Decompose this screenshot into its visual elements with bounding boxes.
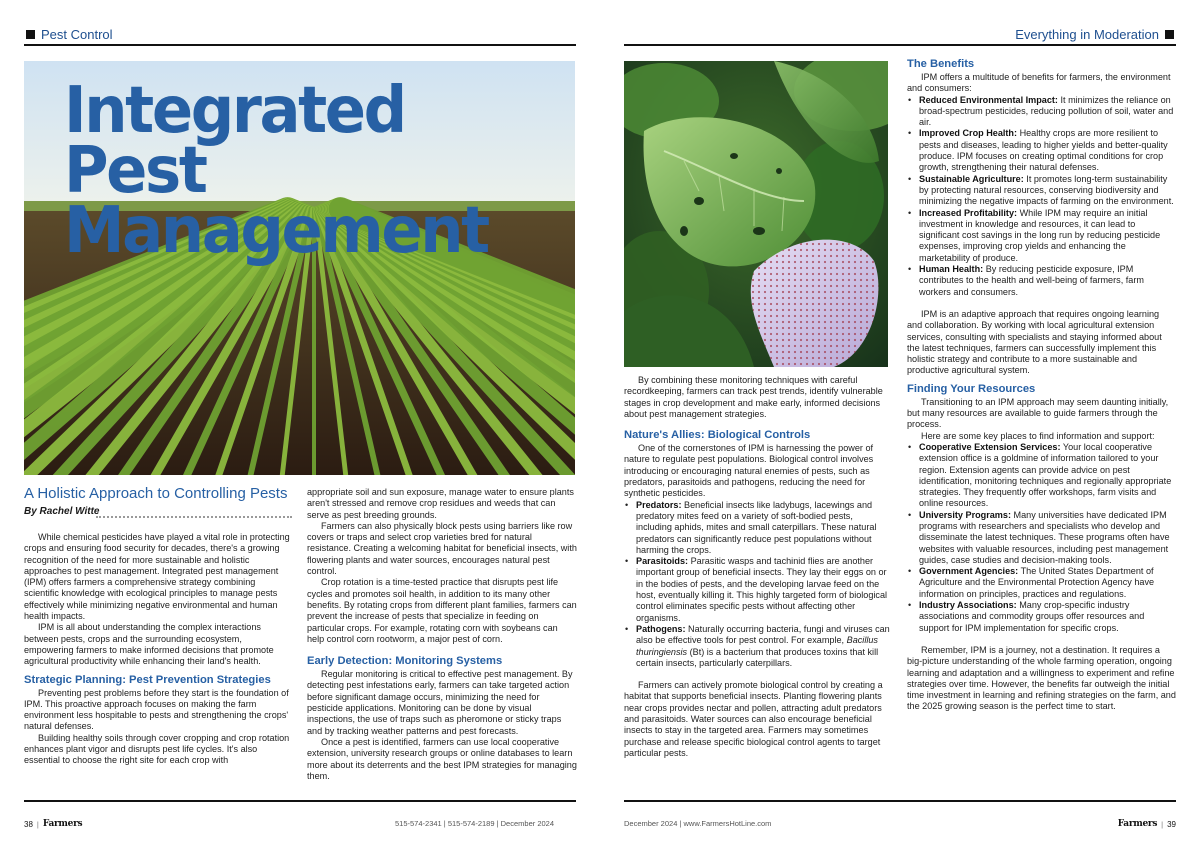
list-item: • Cooperative Extension Services: Your local cooperative extension office is a goldmine of information tailored to your region. Extension agents can provide advice on pest identification, monitoring techniques and regionally appropriate strategies. They frequently offer workshops, farm visits and online resources. [907, 442, 1176, 510]
list-item: • Industry Associations: Many crop-specific industry associations and commodity groups offer resources and support for IPM implementation for specific crops. [907, 600, 1176, 634]
footer-left-info [395, 819, 554, 828]
paragraph: appropriate soil and sun exposure, manage water to ensure plants aren't stressed and remove crop residues and weeds that can serve as pest breeding grounds. [307, 487, 574, 520]
list-item: • Reduced Environmental Impact: It minimizes the reliance on broad-spectrum pesticides, reducing pollution of soil, water and air. [907, 95, 1176, 129]
section-heading-resources: Finding Your Resources [907, 382, 1036, 395]
paragraph: Crop rotation is a time-tested practice that disrupts pest life cycles and promotes soil health, in addition to its many other benefits. By rotating crops from different plant families, farmers can prevent the increase of pests that specialize in feeding on particular crops. For example, rotating corn with soybeans can help control corn rootworm, a major pest of corn. [307, 577, 577, 644]
paragraph: By combining these monitoring techniques with careful recordkeeping, farmers can track pest trends, identify vulnerable stages in crop development and make early, informed decisions about pest management strategies. [624, 375, 883, 419]
column-1 [24, 532, 292, 767]
section-label-left: Pest Control [41, 27, 113, 42]
paragraph: Farmers can actively promote biological control by creating a habitat that supports beneficial insects. Planting flowering plants near crops provides nectar and pollen, attracting adult predators and parasitoids. Water sources can also encourage beneficial insects to stay in the targeted area. Farmers may sometimes purchase and release specific biological control agents to target particular pests. [624, 680, 883, 758]
page-number-left: 38 [24, 819, 33, 829]
paragraph: While chemical pesticides have played a vital role in protecting crops and ensuring food security for decades, there's a growing recognition of the need for more sustainable and holistic approaches to pest management. Integrated pest management (IPM) offers farmers a comprehensive strategy combining scientific knowledge with ecological principles to manage pests effectively while minimizing negative environmental and human health impacts. [24, 532, 290, 622]
leaf-with-glove-illustration [624, 61, 888, 367]
paragraph: Farmers can also physically block pests using barriers like row covers or traps and select crop varieties bred for natural resistance. Creating a welcoming habitat for beneficial insects, with flowering plants and water sources, encourages natural pest control. [307, 520, 577, 577]
article-subtitle: A Holistic Approach to Controlling Pests [24, 485, 288, 502]
farmers-logo: Farmers [1117, 819, 1158, 829]
list-item: • Human Health: By reducing pesticide exposure, IPM contributes to the health and well-being of farmers, farm workers and consumers. [907, 264, 1176, 298]
list-item: • University Programs: Many universities have dedicated IPM programs with researchers and specialists who develop and disseminate the latest techniques. These programs often have websites with valuable resources, including pest management guides, case studies and decision-making tools. [907, 510, 1176, 566]
paragraph: Transitioning to an IPM approach may seem daunting initially, but many resources are available to guide farmers through the process. [907, 396, 1169, 430]
list-item: • Increased Profitability: While IPM may require an initial investment in knowledge and resources, it can lead to significant cost savings in the long run by reducing pesticide expenses, improving crop yields and enhancing the marketability of produce. [907, 208, 1176, 264]
hero-field-image [24, 61, 575, 475]
paragraph: Building healthy soils through cover cropping and crop rotation enhances plant vigor and disrupts pest life cycles. It's also essential to choose the right site for each crop with [24, 732, 290, 766]
paragraph: Remember, IPM is a journey, not a destination. It requires a big-picture understanding of the whole farming operation, ongoing learning and adaptation and a willingness to experiment and refine strategies over time. However, the benefits far outweigh the initial time investment in learning and refining strategies on the farm, and the 2025 growing season is the perfect time to start. [907, 644, 1176, 712]
square-bullet-icon [1165, 30, 1174, 39]
article-title [64, 74, 549, 268]
footer-right-branding: Farmers | 39 [1117, 819, 1176, 829]
section-header-left [26, 27, 113, 42]
list-item: • Government Agencies: The United States Department of Agriculture and the Environmental Protection Agency have information on principles, practices and regulations. [907, 566, 1176, 600]
title-line-2: Management [64, 194, 488, 268]
list-item: • Sustainable Agriculture: It promotes long-term sustainability by protecting natural resources, conserving biodiversity and minimizing the negative impacts of farming on the environment. [907, 174, 1176, 208]
paragraph: One of the cornerstones of IPM is harnessing the power of nature to regulate pest populations. Biological control involves introducing or encouraging natural enemies of pests, such as predators, parasitoids and pathogens, reducing the need for synthetic pesticides. [624, 443, 874, 499]
section-label-right: Everything in Moderation [1015, 27, 1159, 42]
section-heading-early-detection: Early Detection: Monitoring Systems [307, 655, 503, 668]
title-line-1: Integrated Pest [64, 74, 405, 208]
list-item: • Pathogens: Naturally occurring bacteria, fungi and viruses can also be effective tools for pest control. For example, Bacillus thuringiensis (Bt) is a bacterium that produces toxins that kill certain insects, particularly caterpillars. [624, 624, 890, 669]
farmers-logo: Farmers [42, 819, 83, 829]
paragraph: IPM is all about understanding the complex interactions between pests, crops and the surrounding ecosystem, empowering farmers to make informed decisions that promote agricultural productivity while enhancing their land's health. [24, 622, 274, 667]
page-number-right: 39 [1167, 819, 1176, 829]
list-item: • Improved Crop Health: Healthy crops are more resilient to pests and diseases, leading to higher yields and better-quality produce. IPM focuses on creating optimal conditions for crop growth, strengthening their natural defenses. [907, 128, 1176, 173]
column-3 [624, 375, 890, 759]
paragraph: IPM is an adaptive approach that requires ongoing learning and collaboration. By working with local agricultural extension services, consulting with specialists and staying informed about the latest techniques, farmers can successfully implement this holistic strategy and contribute to a more sustainable and productive agricultural system. [907, 308, 1162, 376]
section-heading-benefits: The Benefits [907, 58, 975, 70]
paragraph: IPM offers a multitude of benefits for farmers, the environment and consumers: [907, 72, 1171, 94]
footer-right-info [624, 819, 771, 828]
header-rule-left [24, 44, 576, 46]
leaf-inspection-photo [624, 61, 888, 367]
biological-controls-list [624, 500, 890, 669]
section-heading-biological: Nature's Allies: Biological Controls [624, 429, 811, 442]
footer-website-info: December 2024 | www.FarmersHotLine.com [624, 819, 772, 828]
column-2 [307, 487, 577, 782]
byline-dotted-rule [96, 516, 292, 518]
list-item: • Parasitoids: Parasitic wasps and tachinid flies are another important group of beneficial insects. They lay their eggs on or in the bodies of pests, and the developing larvae feed on the host, eventually killing it. This highly targeted form of biological control eliminates specific pests without affecting other organisms. [624, 556, 890, 624]
header-rule-right [624, 44, 1176, 46]
paragraph: Here are some key places to find information and support: [921, 430, 1155, 441]
paragraph: Regular monitoring is critical to effective pest management. By detecting pest infestations early, farmers can take targeted action before significant damage occurs, minimizing the need for pesticide applications. Monitoring can be done by visual inspections, the use of traps such as pheromone or sticky traps and by tracking weather patterns and pest forecasts. [307, 669, 573, 736]
paragraph: Preventing pest problems before they start is the foundation of IPM. This proactive approach focuses on making the farm environment less hospitable to pests and strengthening the crops' natural defenses. [24, 687, 289, 732]
footer-contact-info: 515-574-2341 | 515-574-2189 | December 2024 [395, 819, 555, 828]
resources-list [907, 442, 1176, 634]
column-4 [907, 58, 1176, 713]
paragraph: Once a pest is identified, farmers can use local cooperative extension, university research groups or online databases to learn more about its deterrents and the best IPM strategies for managing them. [307, 736, 577, 781]
section-header-right [1015, 27, 1174, 42]
footer-rule-right [624, 800, 1176, 802]
byline: By Rachel Witte [24, 506, 100, 517]
section-heading-strategic: Strategic Planning: Pest Prevention Strategies [24, 673, 271, 686]
square-bullet-icon [26, 30, 35, 39]
list-item: • Predators: Beneficial insects like ladybugs, lacewings and predatory mites feed on a variety of soft-bodied pests, including aphids, mites and small caterpillars. These natural predators can significantly reduce pest populations without harming the crops. [624, 500, 890, 556]
benefits-list [907, 95, 1176, 298]
footer-left-branding: 38 | Farmers [24, 819, 83, 829]
footer-rule-left [24, 800, 576, 802]
